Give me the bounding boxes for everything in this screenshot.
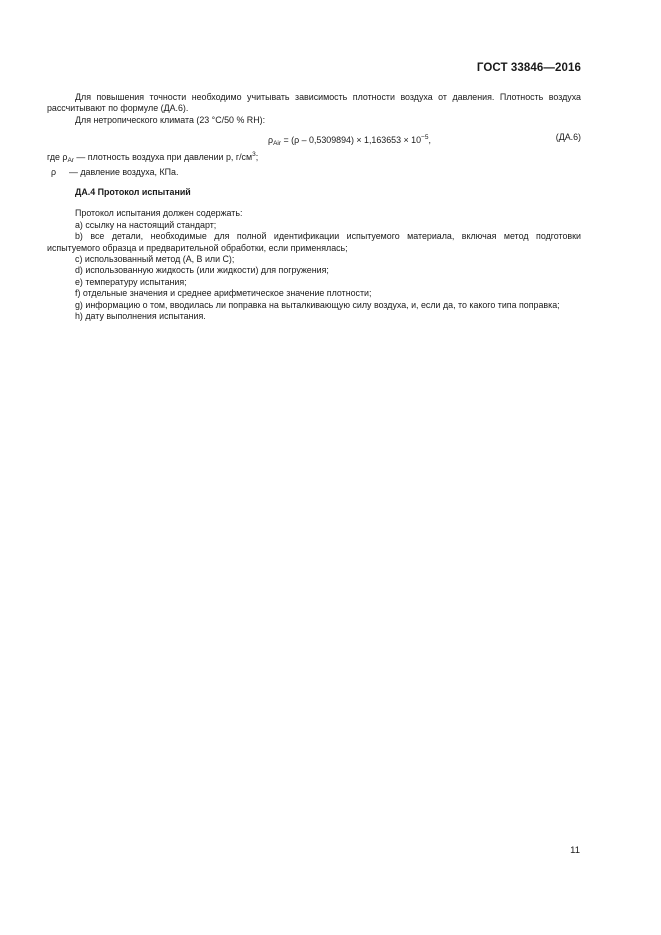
protocol-intro: Протокол испытания должен содержать:: [75, 208, 243, 219]
list-item: f) отдельные значения и среднее арифметическое значение плотности;: [75, 288, 372, 299]
standard-designation: ГОСТ 33846—2016: [476, 62, 581, 74]
formula-lhs-subscript: Air: [273, 140, 282, 148]
where-prefix: где ρ: [47, 152, 68, 163]
section-title: ДА.4 Протокол испытаний: [75, 187, 191, 198]
where-pressure-symbol: ρ: [51, 166, 57, 177]
where-tail: ;: [255, 152, 259, 163]
formula-number: (ДА.6): [555, 132, 581, 143]
where-subscript: Ar: [67, 157, 74, 165]
formula-tail: ,: [428, 135, 431, 146]
air-density-formula: [268, 132, 431, 149]
formula-row: [47, 132, 581, 146]
where-row-pressure: [47, 167, 581, 178]
formula-exponent: −5: [421, 134, 429, 142]
list-item: h) дату выполнения испытания.: [75, 311, 206, 322]
page-content: [47, 92, 581, 323]
formula-rhs: = (ρ – 0,5309894) × 1,163653 × 10: [283, 135, 422, 146]
formula-lhs-symbol: ρ: [268, 135, 274, 146]
list-item: g) информацию о том, вводилась ли поправка на выталкивающую силу воздуха, и, если да, то какого типа поправка;: [75, 299, 560, 310]
list-item: е) температуру испытания;: [75, 276, 187, 287]
where-unit-exponent: 3: [252, 151, 256, 159]
where-pressure-text: — давление воздуха, КПа.: [69, 166, 179, 177]
where-row-density: [47, 149, 581, 166]
list-item: а) ссылку на настоящий стандарт;: [75, 219, 217, 230]
page-number: 11: [570, 845, 580, 856]
paragraph-climate: Для нетропического климата (23 °С/50 % RH):: [75, 114, 266, 125]
paragraph-pressure-dependence: Для повышения точности необходимо учитывать зависимость плотности воздуха от давления. Плотность воздуха рассчитывают по формуле (ДА.6).: [47, 92, 581, 114]
list-item: d) использованную жидкость (или жидкости) для погружения;: [75, 265, 329, 276]
list-item: b) все детали, необходимые для полной идентификации испытуемого материала, включая метод подготовки испытуемого образца и предварительной обработки, если применялась;: [47, 231, 581, 253]
protocol-list: [47, 220, 581, 323]
where-density-text: — плотность воздуха при давлении р, г/см: [73, 152, 253, 163]
list-item: с) использованный метод (А, В или С);: [75, 254, 235, 265]
